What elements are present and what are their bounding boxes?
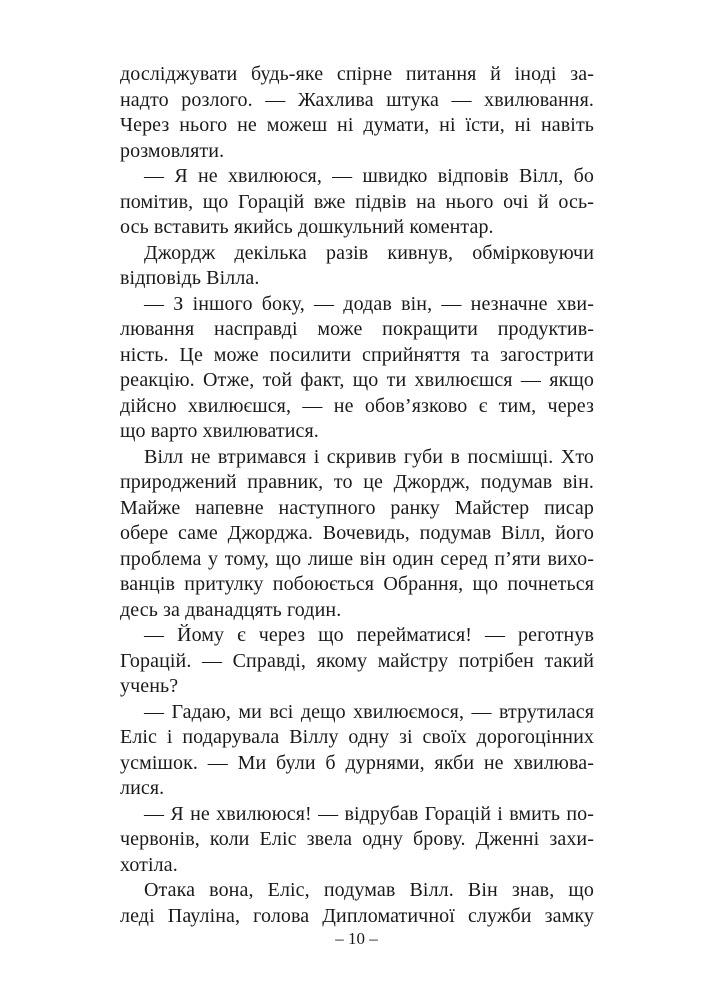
text-line: Еліс і подарувала Віллу одну зі своїх дорогоцінних [120,726,594,748]
text-line: Майже напевне наступного ранку Майстер писар [120,496,594,519]
text-line: лися. [120,777,165,799]
text-line: — Йому є через що перейматися! — реготнув [144,624,594,646]
text-line: Через нього не можеш ні думати, ні їсти, ні навіть [120,114,594,136]
paragraph [120,292,594,445]
text-line: відповідь Вілла. [120,267,260,289]
text-line: дійсно хвилюєшся, — не обов’язково є тим, через [120,394,594,417]
text-line: — Я не хвилююся, — швидко відповів Вілл, бо [144,165,594,187]
paragraph [120,164,594,241]
text-line: Горацій. — Справді, якому майстру потрібен такий [120,649,594,672]
text-line: розмовляти. [120,139,225,162]
text-line: природжений правник, то це Джордж, подумав він. [120,471,594,493]
text-line: — Я не хвилююся! — відрубав Горацій і вмить по- [144,802,594,825]
paragraph [120,241,594,292]
text-line: ось вставить якийсь дошкульний коментар. [120,216,494,238]
text-line: червонів, коли Еліс звела одну брову. Дженні захи- [120,828,594,850]
text-line: хотіла. [120,853,178,876]
text-line: — З іншого боку, — додав він, — незначне хви- [144,292,594,315]
text-line: ванців притулку побоюється Обрання, що почнеться [120,573,594,595]
text-line: Отака вона, Еліс, подумав Вілл. Він знав, що [144,879,594,901]
body-text [120,62,594,929]
paragraph [120,802,594,879]
text-line: учень? [120,675,179,697]
text-line: Джордж декілька разів кивнув, обмірковуючи [144,241,594,264]
text-line: Вілл не втримався і скривив губи в посмішці. Хто [144,445,594,468]
paragraph [120,623,594,700]
text-line: десь за дванадцять годин. [120,598,342,621]
text-line: досліджувати будь-яке спірне питання й іноді за- [120,63,594,85]
paragraph [120,700,594,802]
page-number: – 10 – [335,929,378,948]
text-line: реакцію. Отже, той факт, що ти хвилюєшся — якщо [120,369,594,391]
text-line: обере саме Джорджа. Вочевидь, подумав Вілл, його [120,522,594,544]
text-line: проблема у тому, що лише він один серед п’яти вихо- [120,547,594,570]
paragraph [120,878,594,929]
text-line: лювання насправді може покращити продуктив- [120,318,594,340]
text-line: ність. Це може посилити сприйняття та загострити [120,343,594,366]
text-line: — Гадаю, ми всі дещо хвилюємося, — втрутилася [144,700,594,723]
text-line: помітив, що Горацій вже підвів на нього очі й ось- [120,190,594,213]
text-line: надто розлого. — Жахлива штука — хвилювання. [120,88,594,111]
text-line: що варто хвилюватися. [120,420,319,442]
text-line: леді Пауліна, голова Дипломатичної служби замку [120,904,594,927]
text-line: усмішок. — Ми були б дурнями, якби не хвилюва- [120,751,594,774]
paragraph [120,62,594,164]
paragraph [120,445,594,624]
